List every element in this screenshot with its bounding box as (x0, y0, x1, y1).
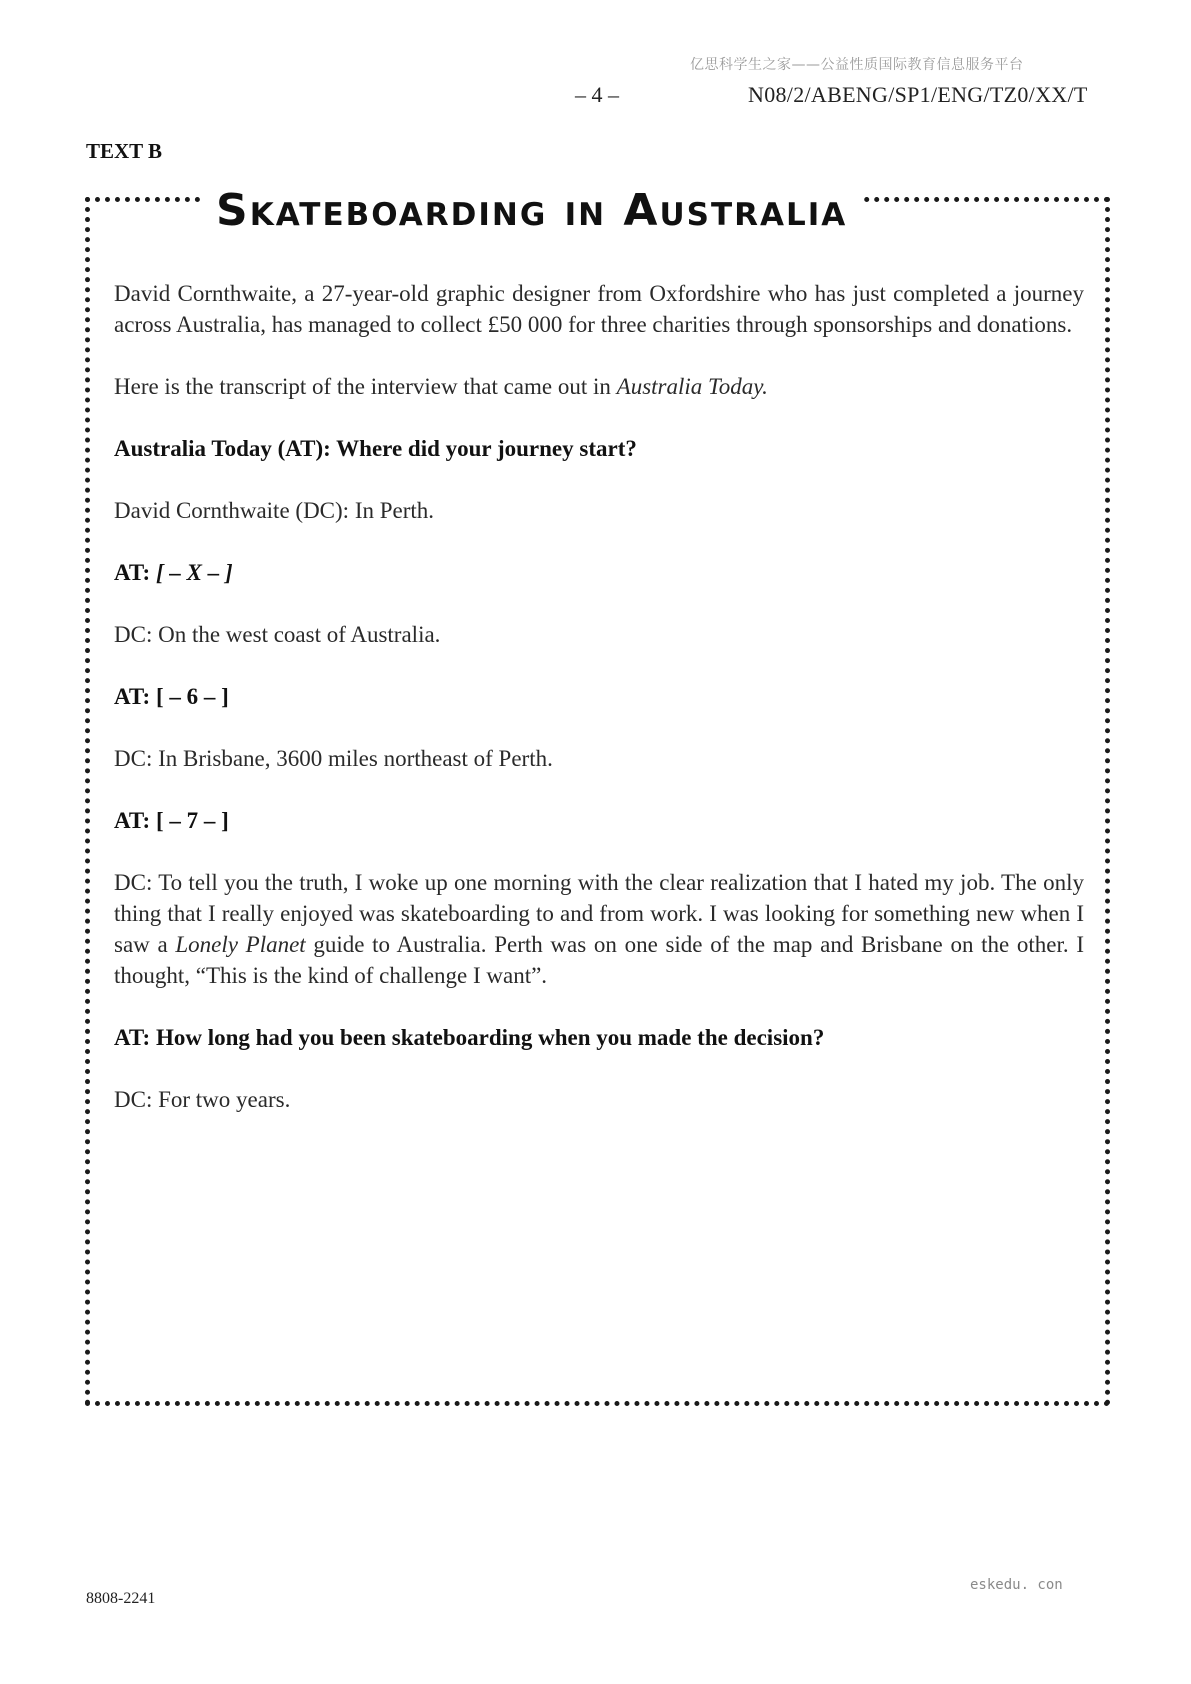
answer-3: DC: In Brisbane, 3600 miles northeast of Perth. (114, 746, 553, 771)
section-label: TEXT B (86, 139, 163, 163)
document-code: N08/2/ABENG/SP1/ENG/TZ0/XX/T (748, 82, 1088, 107)
answer-4-part-1: DC: To tell you the truth, I woke up one morning with the clear realization that I hated my job. The only thing that I really enjoyed was skateboarding to and from work. I was looking for something new when I saw a (114, 870, 1084, 957)
answer-5: DC: For two years. (114, 1087, 291, 1112)
watermark-text: 亿思科学生之家——公益性质国际教育信息服务平台 (690, 57, 1024, 73)
question-5: AT: How long had you been skateboarding when you made the decision? (114, 1025, 825, 1050)
question-3: AT: [ – 6 – ] (114, 684, 229, 709)
answer-2: DC: On the west coast of Australia. (114, 622, 441, 647)
footer-code: 8808-2241 (86, 1590, 156, 1607)
question-4: AT: [ – 7 – ] (114, 808, 229, 833)
question-2 (114, 557, 1084, 588)
article-title: Skateboarding in Australia (202, 183, 861, 239)
guide-title: Lonely Planet (175, 932, 306, 957)
question-2-prefix: AT: (114, 560, 156, 585)
source-title: Australia Today. (616, 374, 768, 399)
article-body (114, 278, 1084, 1146)
answer-4-part-2: guide to Australia. Perth was on one side of the map and Brisbane on the other. I thought, “This is the kind of challenge I want”. (114, 932, 1084, 988)
intro-prefix: Here is the transcript of the interview that came out in (114, 374, 617, 399)
intro-paragraph: David Cornthwaite, a 27-year-old graphic designer from Oxfordshire who has just completed a journey across Australia, has managed to collect £50 000 for three charities through sponsorships and donations. (114, 281, 1084, 337)
answer-1: David Cornthwaite (DC): In Perth. (114, 498, 435, 523)
intro-paragraph-2 (114, 371, 1084, 402)
answer-4 (114, 867, 1084, 991)
footer-site: eskedu. con (970, 1577, 1063, 1593)
question-1: Australia Today (AT): Where did your journey start? (114, 436, 637, 461)
gap-x: [ – X – ] (155, 560, 233, 585)
page-number: – 4 – (575, 82, 619, 107)
